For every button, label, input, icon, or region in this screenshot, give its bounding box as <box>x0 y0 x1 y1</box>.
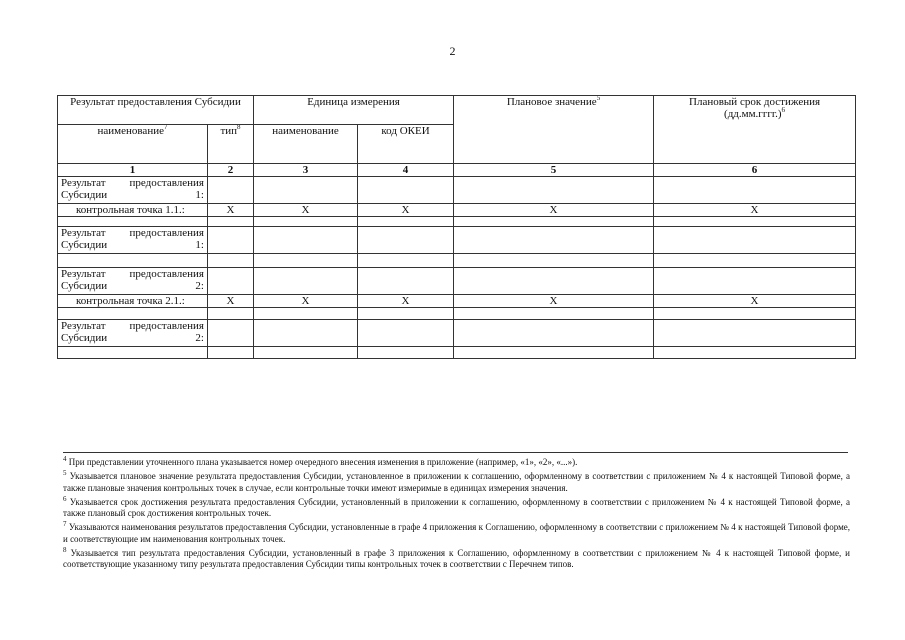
header-unit-name: наименование <box>254 125 358 164</box>
header-type: тип$^8$ <box>208 125 254 164</box>
column-number: 3 <box>254 164 358 177</box>
footnotes <box>63 457 850 574</box>
table-row <box>58 217 856 227</box>
table-row <box>58 295 856 308</box>
x-mark: X <box>254 204 358 217</box>
result-label: Результат предоставления Субсидии 2: <box>58 268 208 295</box>
column-number: 5 <box>454 164 654 177</box>
table-row <box>58 177 856 204</box>
result-label: Результат предоставления Субсидии 1: <box>58 227 208 254</box>
x-mark: X <box>454 295 654 308</box>
result-label: Результат предоставления Субсидии 2: <box>58 320 208 347</box>
page-number: 2 <box>449 44 456 58</box>
x-mark: X <box>208 204 254 217</box>
header-result: Результат предоставления Субсидии <box>58 96 254 125</box>
table-row <box>58 347 856 359</box>
header-planned-value: Плановое значение$^5$ <box>454 96 654 164</box>
table-row <box>58 268 856 295</box>
result-label: Результат предоставления Субсидии 1: <box>58 177 208 204</box>
x-mark: X <box>254 295 358 308</box>
results-table <box>57 95 856 359</box>
table-row <box>58 204 856 217</box>
header-okei-code: код ОКЕИ <box>358 125 454 164</box>
checkpoint-label: контрольная точка 1.1.: <box>58 204 208 217</box>
footnote: $^4$ При представлении уточненного плана указывается номер очередного внесения изменения в приложение (например, «1», «2», «...»). <box>63 455 578 467</box>
x-mark: X <box>358 204 454 217</box>
footnote-divider <box>63 452 848 453</box>
x-mark: X <box>654 204 856 217</box>
footnote: $^7$ Указываются наименования результатов предоставления Субсидии, установленные в графе 4 приложения к Соглашению, оформленному в соответствии с приложением № 4 к настоящей Типовой форме, и соответствующие им наименования контрольных точек. <box>63 520 851 544</box>
footnote: $^6$ Указывается срок достижения результата предоставления Субсидии, установленный в приложении к соглашению, оформленному в соответствии с приложением № 4 к настоящей Типовой форме, а также плановый срок достижения контрольных точек. <box>63 494 850 519</box>
header-name: наименование$^7$ <box>58 125 208 164</box>
header-planned-date: Плановый срок достижения (дд.мм.гггг.)$^6$ <box>654 96 856 164</box>
table-row <box>58 227 856 254</box>
footnote: $^5$ Указывается плановое значение результата предоставления Субсидии, установленное в приложении к соглашению, оформленному в соответствии с приложением № 4 к настоящей Типовой форме, а также плановые значения контрольных точек в случае, если контрольные точки имеют измеримые в единицах измерения значения. <box>63 469 851 493</box>
column-number: 1 <box>58 164 208 177</box>
x-mark: X <box>654 295 856 308</box>
x-mark: X <box>208 295 254 308</box>
column-number: 6 <box>654 164 856 177</box>
x-mark: X <box>358 295 454 308</box>
table-row <box>58 254 856 268</box>
column-number: 4 <box>358 164 454 177</box>
table-row <box>58 308 856 320</box>
footnote: $^8$ Указывается тип результата предоставления Субсидии, установленный в графе 3 приложения к Соглашению, оформленному в соответствии с приложением № 4 к настоящей Типовой форме, и соответствующие указанному типу результата предоставления Субсидии типы контрольных точек в соответствии с Перечнем типов. <box>63 546 851 570</box>
column-number: 2 <box>208 164 254 177</box>
column-numbers-row <box>58 164 856 177</box>
header-unit: Единица измерения <box>254 96 454 125</box>
table-row <box>58 320 856 347</box>
x-mark: X <box>454 204 654 217</box>
checkpoint-label: контрольная точка 2.1.: <box>58 295 208 308</box>
